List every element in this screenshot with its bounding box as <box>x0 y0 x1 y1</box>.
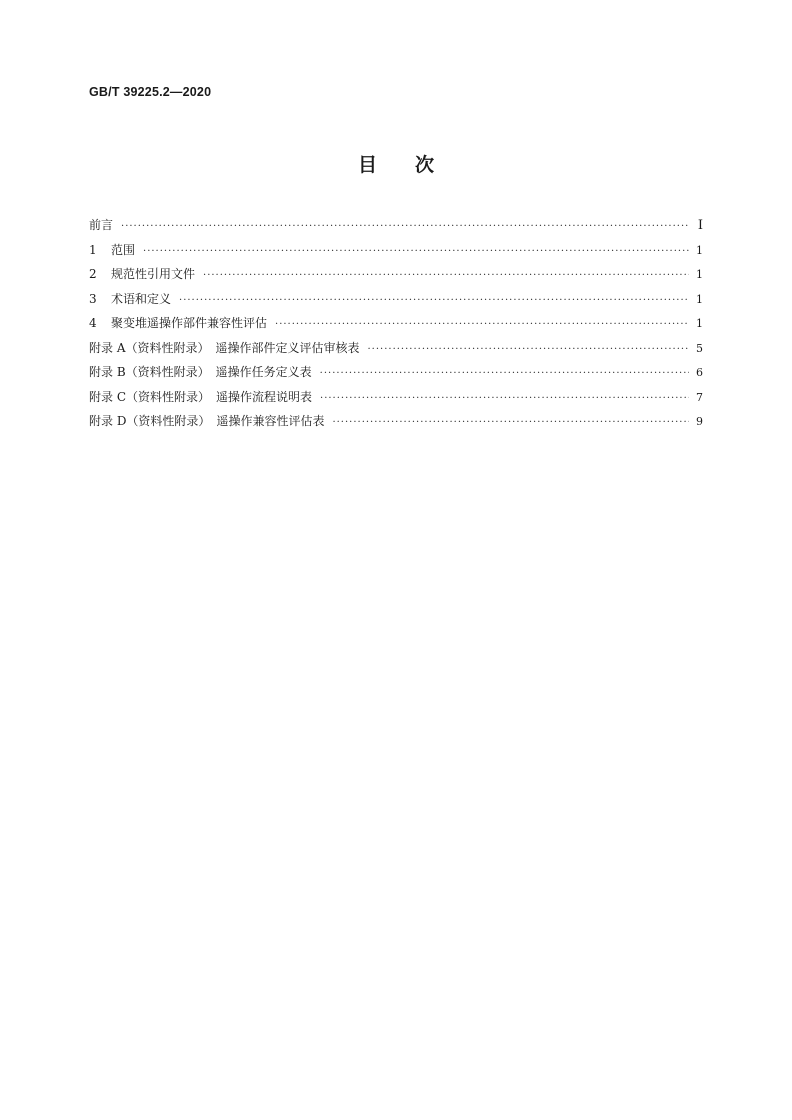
toc-page-number: 5 <box>696 341 703 355</box>
toc-page-number: 1 <box>696 292 703 306</box>
toc-entry-text: 聚变堆遥操作部件兼容性评估 <box>111 316 268 330</box>
toc-page-number: 7 <box>696 390 703 404</box>
toc-page-number: 1 <box>696 243 703 257</box>
toc-entry-appendix-d[interactable] <box>89 412 703 437</box>
toc-leader-dots <box>320 393 689 404</box>
toc-entry-label <box>89 363 312 380</box>
toc-leader-dots <box>203 270 689 281</box>
page-title: 目次 <box>357 154 472 176</box>
toc-entry-number: 1 <box>89 242 97 257</box>
toc-entry-normative-references[interactable] <box>89 265 703 290</box>
toc-entry-label <box>89 412 324 429</box>
toc-entry-label <box>89 388 312 405</box>
toc-appendix-tag: 附录 B（资料性附录） <box>89 365 210 379</box>
toc-entry-number: 3 <box>89 291 97 306</box>
toc-entry-number: 2 <box>89 267 97 281</box>
toc-entry-label <box>89 265 195 282</box>
toc-entry-label <box>89 339 360 356</box>
toc-entry-scope[interactable] <box>89 241 703 266</box>
toc-entry-text: 规范性引用文件 <box>111 267 196 281</box>
toc-leader-dots <box>332 417 689 428</box>
toc-entry-foreword[interactable] <box>89 216 703 241</box>
toc-appendix-tag: 附录 A（资料性附录） <box>89 340 210 355</box>
toc-entry-label: 前言 <box>89 218 114 232</box>
toc-entry-appendix-c[interactable] <box>89 388 703 413</box>
toc-entry-text: 范围 <box>111 242 136 257</box>
toc-entry-text: 术语和定义 <box>111 291 172 306</box>
toc-appendix-tag: 附录 D（资料性附录） <box>89 414 211 428</box>
toc-entry-label <box>89 314 267 331</box>
toc-entry-text: 遥操作流程说明表 <box>216 389 313 404</box>
toc-entry-appendix-a[interactable] <box>89 339 703 364</box>
toc-leader-dots <box>320 368 689 379</box>
toc-entry-text: 遥操作任务定义表 <box>215 365 312 379</box>
toc-leader-dots <box>121 221 689 232</box>
toc-entry-text: 遥操作兼容性评估表 <box>216 414 325 428</box>
toc-entry-terms-definitions[interactable] <box>89 290 703 315</box>
toc-appendix-tag: 附录 C（资料性附录） <box>89 389 210 404</box>
toc-leader-dots <box>275 319 689 330</box>
toc-page-number: 6 <box>696 366 703 379</box>
toc-entry-text: 遥操作部件定义评估审核表 <box>215 340 360 355</box>
table-of-contents <box>89 216 703 437</box>
toc-leader-dots <box>143 246 689 257</box>
toc-entry-number: 4 <box>89 316 97 330</box>
toc-leader-dots <box>179 295 689 306</box>
toc-entry-appendix-b[interactable] <box>89 363 703 388</box>
toc-leader-dots <box>368 344 690 355</box>
toc-page-number: Ⅰ <box>697 218 703 233</box>
toc-entry-label <box>89 241 135 258</box>
standard-code: GB/T 39225.2—2020 <box>89 85 212 99</box>
toc-page-number: 1 <box>696 317 703 330</box>
toc-entry-compatibility-assessment[interactable] <box>89 314 703 339</box>
toc-page-number: 9 <box>696 415 703 428</box>
toc-page-number: 1 <box>696 268 703 281</box>
toc-entry-label <box>89 290 171 307</box>
